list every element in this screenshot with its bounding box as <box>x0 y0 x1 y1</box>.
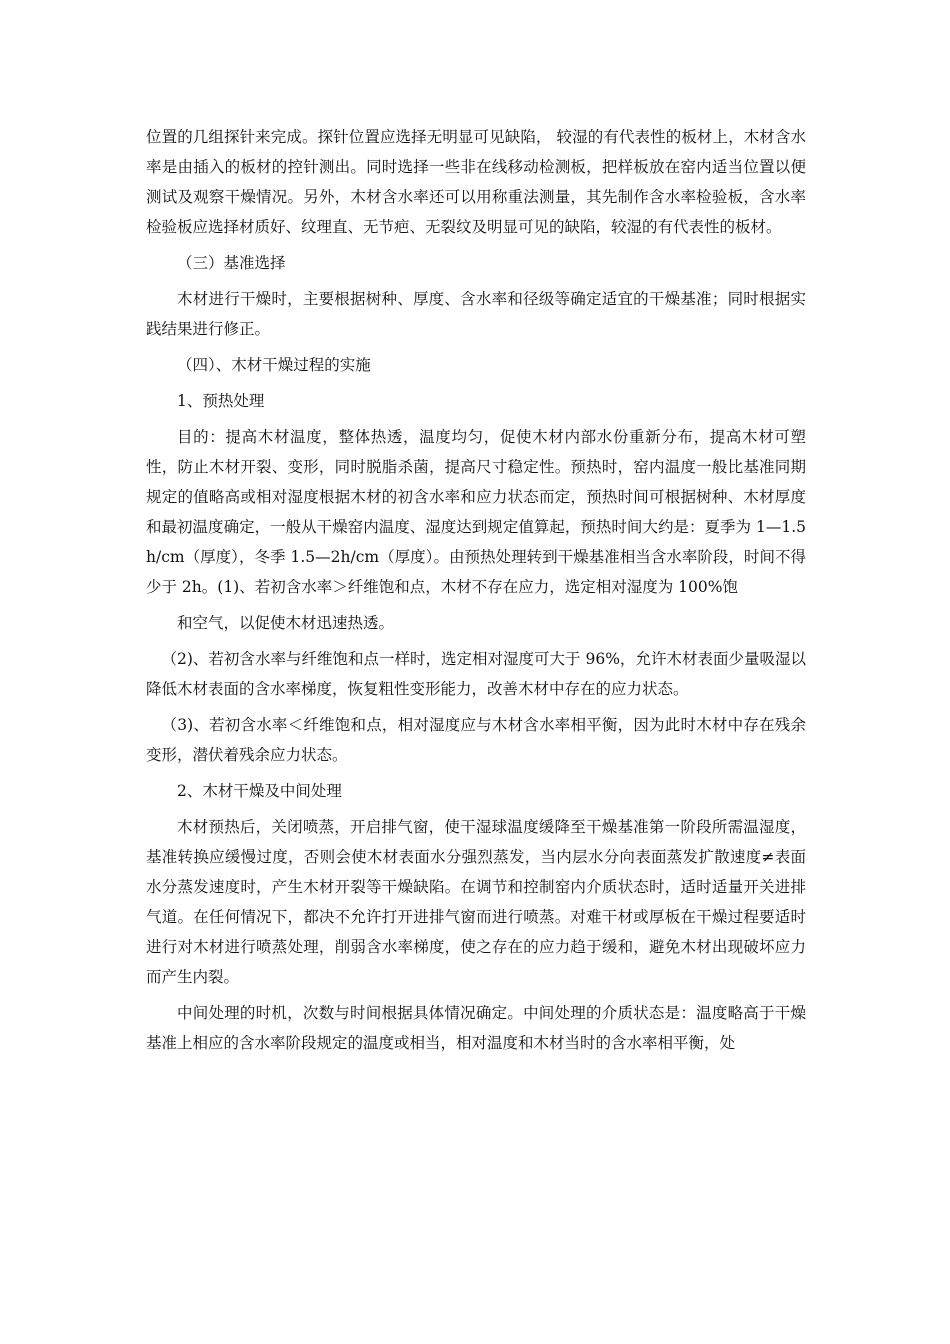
section-heading-standard-selection: （三）基准选择 <box>177 254 286 272</box>
paragraph-probe-placement: 位置的几组探针来完成。探针位置应选择无明显可见缺陷， 较湿的有代表性的板材上，木材含水率是由插入的板材的控针测出。同时选择一些非在线移动检测板，把样板放在窑内适当位置以便测试及观察干燥情况。另外，木材含水率还可以用称重法测量，其先制作含水率检验板，含水率检验板应选择材质好、纹理直、无节疤、无裂纹及明显可见的缺陷，较湿的有代表性的板材。 <box>146 128 806 236</box>
section-heading-drying-process: （四）、木材干燥过程的实施 <box>177 356 371 374</box>
paragraph-drying-procedure: 木材预热后，关闭喷蒸，开启排气窗，使干湿球温度缓降至干燥基准第一阶段所需温湿度，基准转换应缓慢过度，否则会使木材表面水分强烈蒸发，当内层水分向表面蒸发扩散速度≠表面水分蒸发速度时，产生木材开裂等干燥缺陷。在调节和控制窑内介质状态时，适时适量开关进排气道。在任何情况下，都决不允许打开进排气窗而进行喷蒸。对难干材或厚板在干燥过程要适时进行对木材进行喷蒸处理，削弱含水率梯度，使之存在的应力趋于缓和，避免木材出现破坏应力而产生内裂。 <box>146 818 806 986</box>
paragraph-condition-3: （3)、若初含水率＜纤维饱和点，相对湿度应与木材含水率相平衡，因为此时木材中存在残余变形，潜伏着残余应力状态。 <box>146 716 806 764</box>
subsection-heading-preheat: 1、预热处理 <box>177 392 265 410</box>
paragraph-preheat-purpose: 目的：提高木材温度，整体热透，温度均匀，促使木材内部水份重新分布，提高木材可塑性，防止木材开裂、变形，同时脱脂杀菌，提高尺寸稳定性。预热时，窑内温度一般比基准同期规定的值略高或相对湿度根据木材的初含水率和应力状态而定，预热时间可根据树种、木材厚度和最初温度确定，一般从干燥窑内温度、湿度达到规定值算起，预热时间大约是：夏季为 1—1.5h/cm（厚度），冬季 1.5—2h/cm（厚度）。由预热处理转到干燥基准相当含水率阶段，时间不得少于 2h。(1)、若初含水率＞纤维饱和点，木材不存在应力，选定相对湿度为 100%饱 <box>146 428 806 596</box>
paragraph-intermediate-treatment: 中间处理的时机，次数与时间根据具体情况确定。中间处理的介质状态是：温度略高于干燥基准上相应的含水率阶段规定的温度或相当，相对温度和木材当时的含水率相平衡，处 <box>146 1004 806 1052</box>
paragraph-saturated-air: 和空气，以促使木材迅速热透。 <box>177 614 395 632</box>
paragraph-standard-selection: 木材进行干燥时，主要根据树种、厚度、含水率和径级等确定适宜的干燥基准；同时根据实践结果进行修正。 <box>146 290 806 338</box>
document-body <box>146 122 806 1064</box>
paragraph-condition-2: （2)、若初含水率与纤维饱和点一样时，选定相对湿度可大于 96%，允许木材表面少量吸湿以降低木材表面的含水率梯度，恢复粗性变形能力，改善木材中存在的应力状态。 <box>146 650 806 698</box>
subsection-heading-drying-intermediate: 2、木材干燥及中间处理 <box>177 782 342 800</box>
